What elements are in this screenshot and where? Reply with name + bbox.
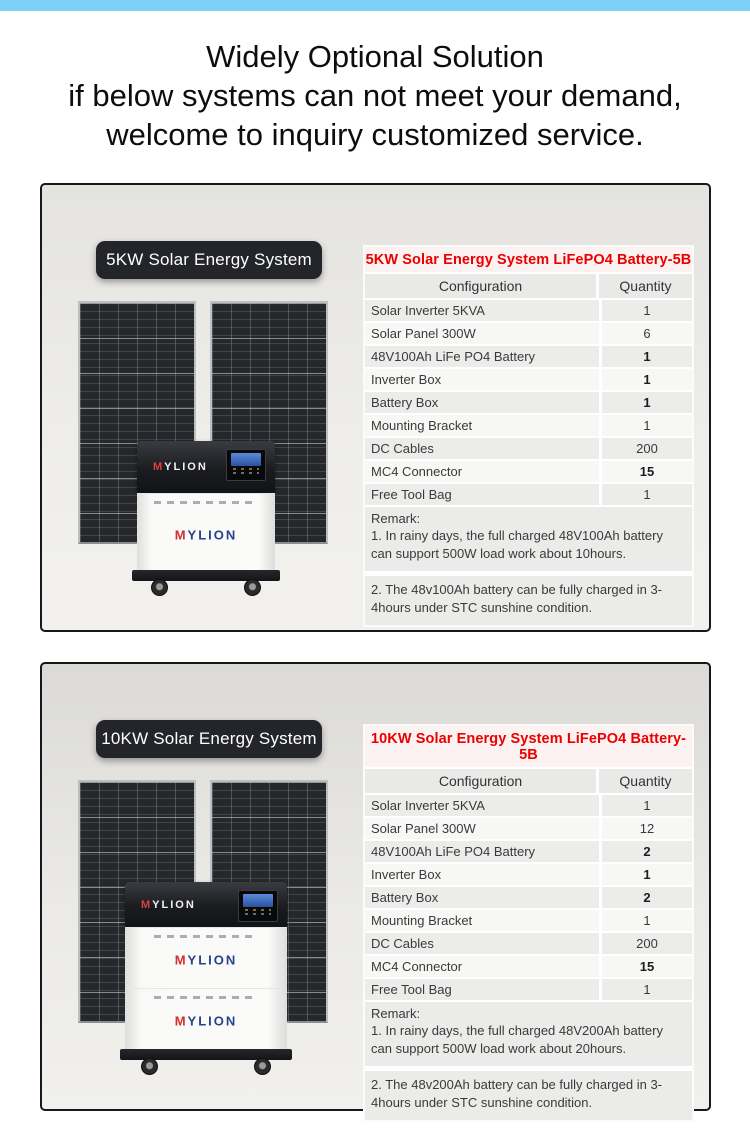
config-cell: 48V100Ah LiFe PO4 Battery (365, 346, 602, 367)
page-heading (0, 37, 750, 154)
vent-slots (154, 501, 258, 504)
table-row (365, 931, 692, 954)
system-badge: 5KW Solar Energy System (96, 241, 322, 279)
caster-wheel (151, 579, 168, 596)
vent-slots (154, 996, 258, 999)
config-cell: Solar Inverter 5KVA (365, 300, 602, 321)
panel-5kw-system (40, 183, 711, 632)
config-cell: Battery Box (365, 887, 602, 908)
remark-cell-2: 2. The 48v100Ah battery can be fully charged in 3-4hours under STC sunshine condition. (365, 571, 692, 625)
table-row (365, 298, 692, 321)
config-cell: Mounting Bracket (365, 910, 602, 931)
qty-cell: 2 (643, 890, 651, 905)
qty-cell: 1 (643, 349, 651, 364)
product-figure-10kw (78, 780, 328, 1078)
brand-logo: MYLION (141, 898, 196, 911)
column-header-configuration: Configuration (365, 274, 599, 298)
config-cell: Solar Panel 300W (365, 818, 602, 839)
inverter-unit (137, 441, 275, 493)
qty-cell: 1 (643, 418, 651, 433)
remark-label: Remark: (371, 511, 421, 526)
table-header-row (365, 767, 692, 793)
caster-wheel (244, 579, 261, 596)
table-row (365, 954, 692, 977)
caster-wheel (254, 1058, 271, 1075)
table-row (365, 344, 692, 367)
table-row (365, 482, 692, 505)
battery-box (137, 493, 275, 570)
table-row (365, 367, 692, 390)
qty-cell: 1 (643, 395, 651, 410)
column-header-quantity: Quantity (619, 773, 672, 789)
product-figure-5kw (78, 301, 328, 599)
config-cell: DC Cables (365, 438, 602, 459)
config-cell: Mounting Bracket (365, 415, 602, 436)
table-row (365, 862, 692, 885)
battery-box-1 (125, 927, 287, 988)
column-header-configuration: Configuration (365, 769, 599, 793)
spec-table-5kw (363, 245, 694, 627)
panel-10kw-system (40, 662, 711, 1111)
qty-cell: 200 (636, 936, 658, 951)
heading-line-1: Widely Optional Solution (206, 39, 544, 74)
config-cell: Solar Inverter 5KVA (365, 795, 602, 816)
qty-cell: 6 (643, 326, 651, 341)
battery-cabinet (137, 441, 275, 581)
inverter-display (238, 890, 278, 922)
table-row (365, 793, 692, 816)
vent-slots (154, 935, 258, 938)
battery-cabinet (125, 882, 287, 1060)
spec-table-10kw (363, 724, 694, 1122)
qty-cell: 15 (639, 464, 655, 479)
display-buttons (233, 468, 259, 474)
remark-label: Remark: (371, 1006, 421, 1021)
config-cell: DC Cables (365, 933, 602, 954)
table-row (365, 390, 692, 413)
table-row (365, 977, 692, 1000)
heading-line-2: if below systems can not meet your demand, (68, 78, 682, 113)
table-row (365, 459, 692, 482)
config-cell: Battery Box (365, 392, 602, 413)
qty-cell: 1 (643, 867, 651, 882)
inverter-unit (125, 882, 287, 927)
table-row (365, 436, 692, 459)
table-row (365, 908, 692, 931)
battery-box-2 (125, 988, 287, 1049)
qty-cell: 12 (639, 821, 655, 836)
brand-logo: MYLION (174, 1013, 238, 1029)
qty-cell: 15 (639, 959, 655, 974)
brand-logo: MYLION (153, 461, 208, 473)
top-accent-bar (0, 0, 750, 11)
caster-wheel (141, 1058, 158, 1075)
config-cell: 48V100Ah LiFe PO4 Battery (365, 841, 602, 862)
config-cell: MC4 Connector (365, 461, 602, 482)
table-title: 5KW Solar Energy System LiFePO4 Battery-5B (365, 247, 692, 272)
table-row (365, 321, 692, 344)
qty-cell: 2 (643, 844, 651, 859)
lcd-screen (231, 453, 261, 466)
qty-cell: 1 (643, 798, 651, 813)
brand-logo: MYLION (174, 952, 238, 968)
system-badge: 10KW Solar Energy System (96, 720, 322, 758)
config-cell: Inverter Box (365, 369, 602, 390)
heading-line-3: welcome to inquiry customized service. (106, 117, 644, 152)
qty-cell: 1 (643, 982, 651, 997)
inverter-display (226, 449, 266, 481)
remark-cell-2: 2. The 48v200Ah battery can be fully charged in 3-4hours under STC sunshine condition. (365, 1066, 692, 1120)
column-header-quantity: Quantity (619, 278, 672, 294)
remark-cell-1 (365, 505, 692, 571)
remark-text-1: 1. In rainy days, the full charged 48V100Ah battery can support 500W load work about 10hours. (371, 528, 663, 561)
remark-cell-1 (365, 1000, 692, 1066)
config-cell: Free Tool Bag (365, 979, 602, 1000)
lcd-screen (243, 894, 273, 907)
table-header-row (365, 272, 692, 298)
table-row (365, 413, 692, 436)
qty-cell: 1 (643, 487, 651, 502)
qty-cell: 1 (643, 913, 651, 928)
config-cell: MC4 Connector (365, 956, 602, 977)
display-buttons (245, 909, 271, 915)
config-cell: Solar Panel 300W (365, 323, 602, 344)
table-title: 10KW Solar Energy System LiFePO4 Battery-5B (365, 726, 692, 767)
config-cell: Free Tool Bag (365, 484, 602, 505)
qty-cell: 1 (643, 303, 651, 318)
table-row (365, 885, 692, 908)
config-cell: Inverter Box (365, 864, 602, 885)
qty-cell: 1 (643, 372, 651, 387)
brand-logo: MYLION (174, 527, 238, 543)
remark-text-1: 1. In rainy days, the full charged 48V200Ah battery can support 500W load work about 20hours. (371, 1023, 663, 1056)
qty-cell: 200 (636, 441, 658, 456)
table-row (365, 839, 692, 862)
table-row (365, 816, 692, 839)
